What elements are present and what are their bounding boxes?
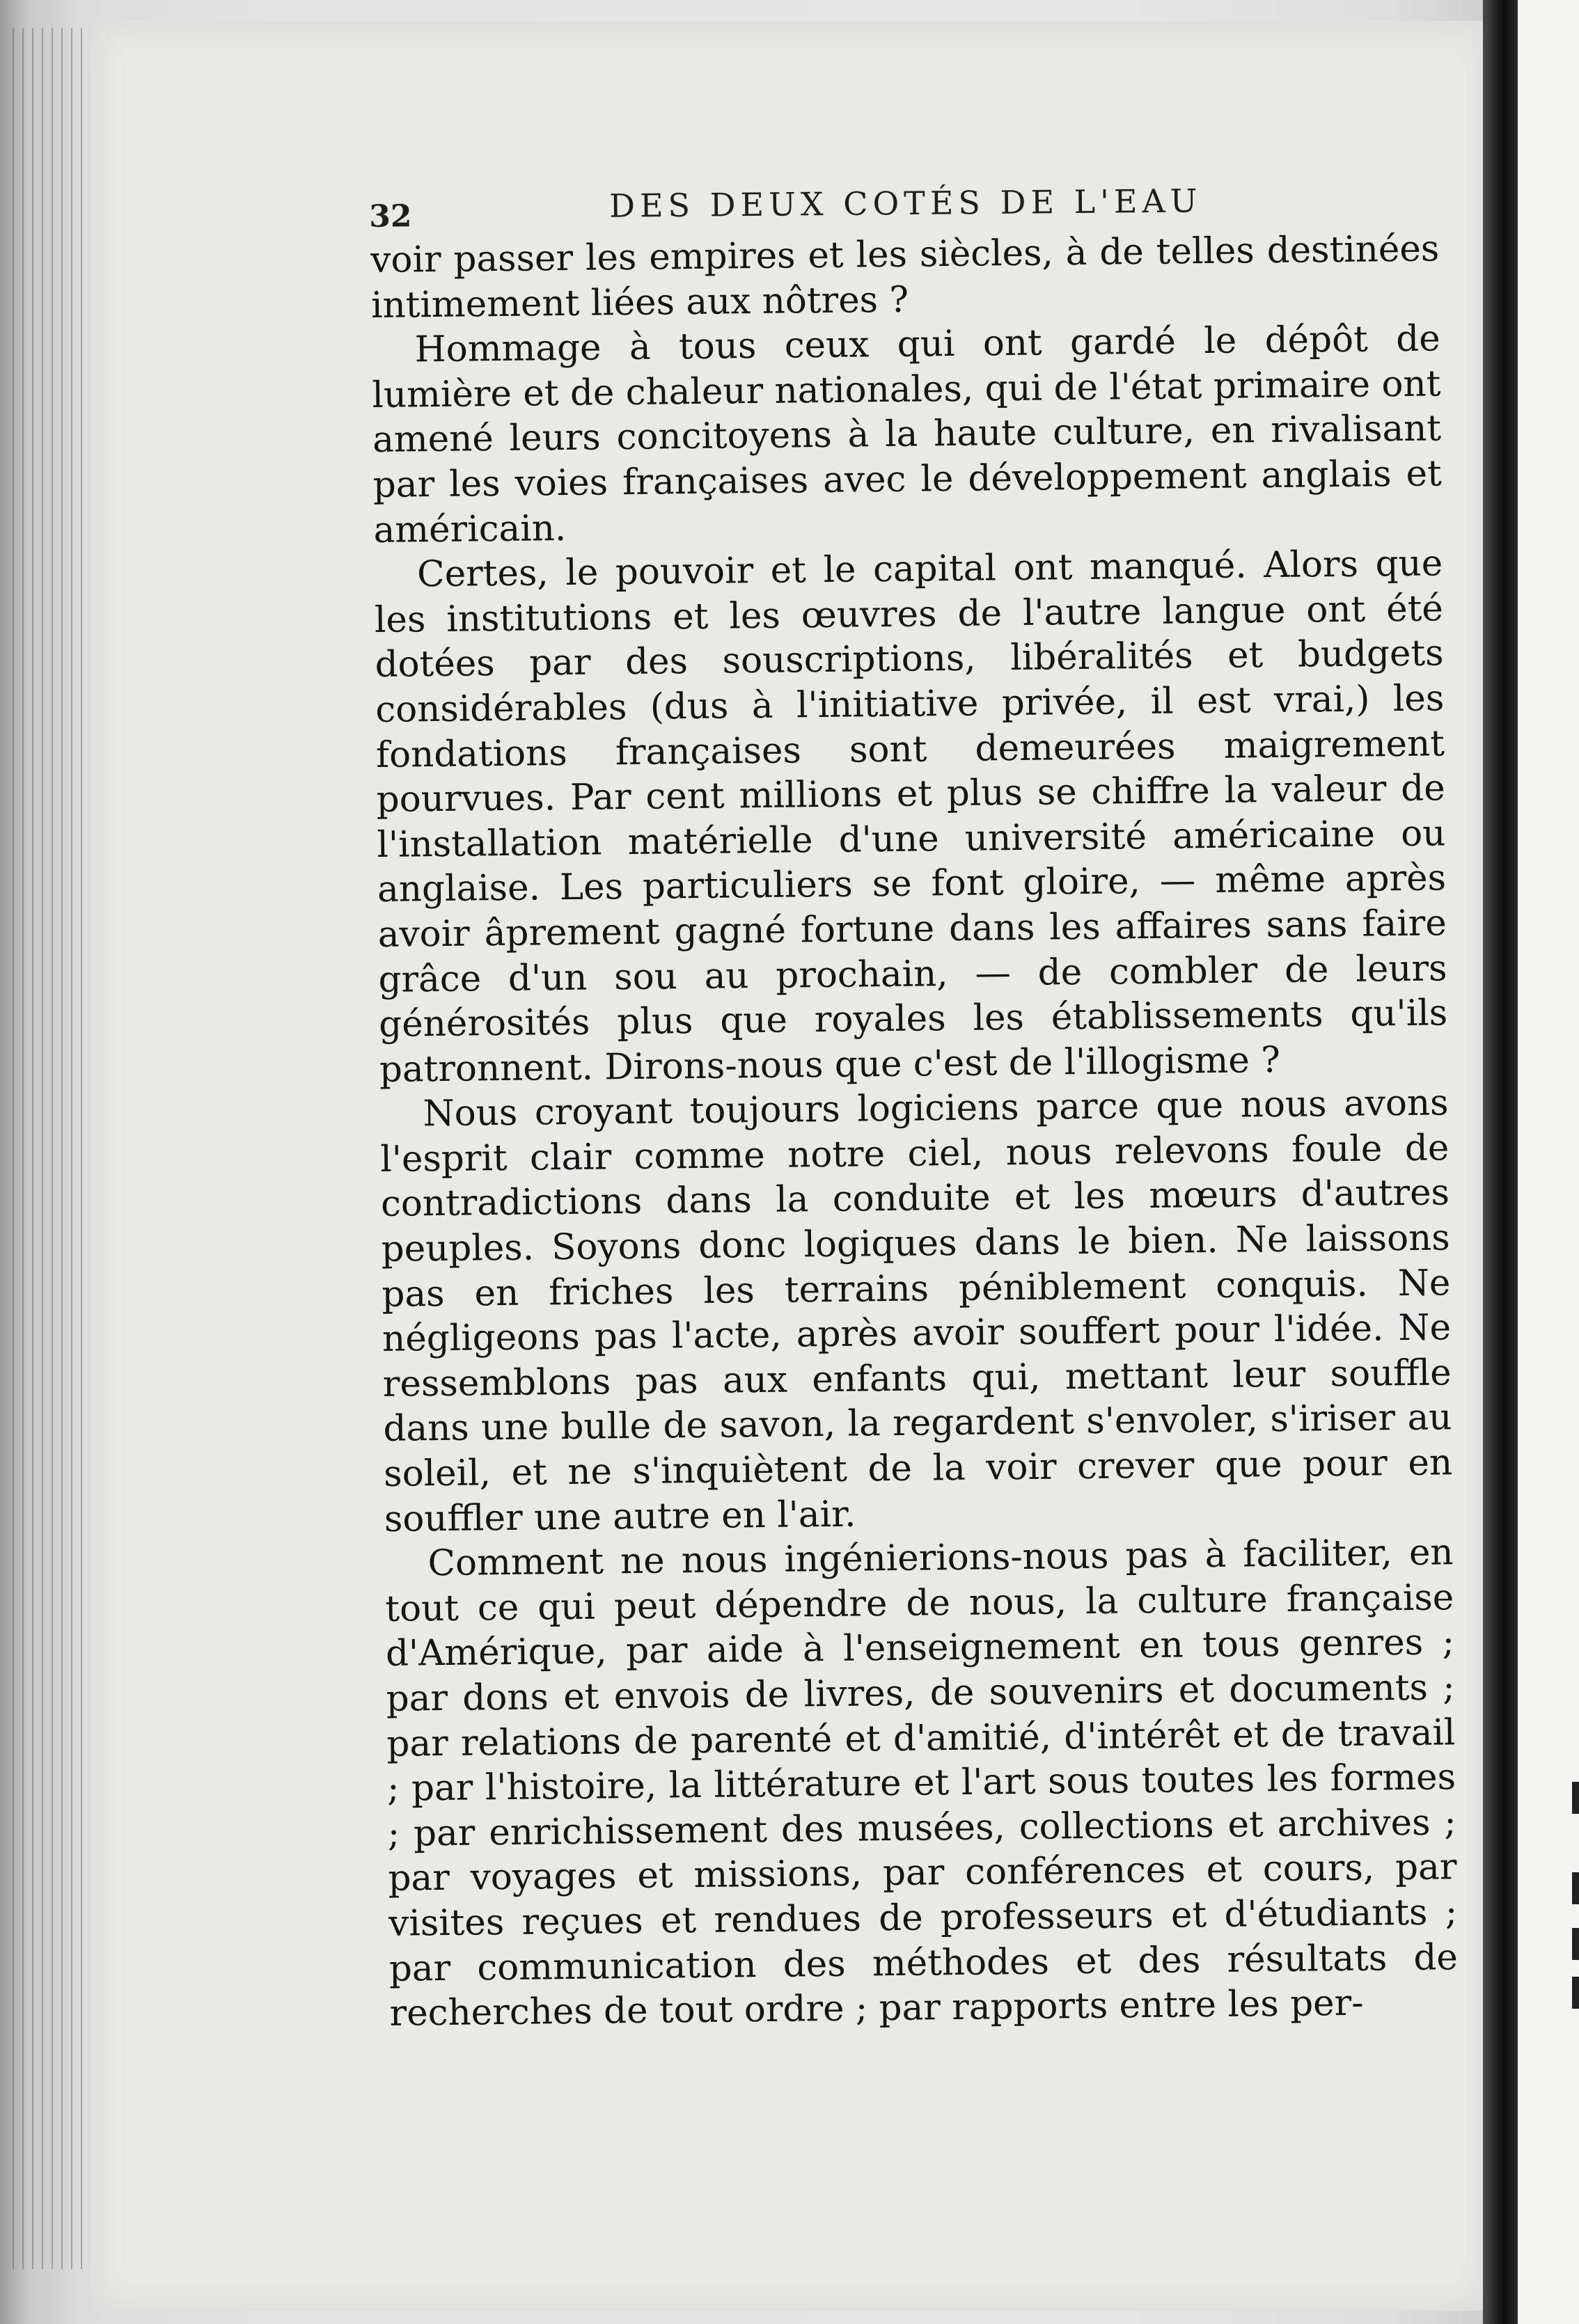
facing-page-mark [1572,1928,1579,1960]
page-number: 32 [368,198,412,235]
paragraph: Hommage à tous ceux qui ont gardé le dépôt de lumière et de chaleur nationales, qui de l'état primaire ont amené leurs concitoyens à la haute culture, en rivalisant par les voies françaises avec le développement anglais et américain. [372,317,1443,551]
paragraph: Comment ne nous ingénierions-nous pas à faciliter, en tout ce qui peut dépendre de nous, la culture française d'Amérique, par aide à l'enseignement en tous genres ; par dons et envois de livres, de souvenirs et documents ; par relations de parenté et d'amitié, d'intérêt et de travail ; par l'histoire, la littérature et l'art sous toutes les formes ; par enrichissement des musées, collections et archives ; par voyages et missions, par conférences et cours, par visites reçues et rendues de professeurs et d'étudiants ; par communication des méthodes et des résultats de recherches de tout ordre ; par rapports entre les per- [384,1531,1459,2035]
facing-page-mark [1572,1782,1579,1814]
paragraph: voir passer les empires et les siècles, à de telles destinées intimement liées aux nôtres ? [370,228,1440,326]
body-text [370,226,1459,2036]
stacked-page-edges [13,28,89,2269]
facing-page-strip [1518,0,1579,2324]
running-title: DES DEUX COTÉS DE L'EAU [608,182,1202,225]
paragraph: Certes, le pouvoir et le capital ont manqué. Alors que les institutions et les œuvres de l'autre langue ont été dotées par des souscriptions, libéralités et budgets considérables (dus à l'initiative privée, il est vrai,) les fondations françaises sont demeurées maigrement pourvues. Par cent millions et plus se chiffre la valeur de l'installation matérielle d'une université américaine ou anglaise. Les particuliers se font gloire, — même après avoir âprement gagné fortune dans les affaires sans faire grâce d'un sou au prochain, — de combler de leurs générosités plus que royales les établissements qu'ils patronnent. Dirons-nous que c'est de l'illogisme ? [374,542,1448,1091]
facing-page-mark [1572,1977,1579,2009]
facing-page-mark [1572,1872,1579,1904]
page-header [368,166,1456,235]
paragraph: Nous croyant toujours logiciens parce que nous avons l'esprit clair comme notre ciel, nous relevons foule de contradictions dans la conduite et les mœurs d'autres peuples. Soyons donc logiques dans le bien. Ne laissons pas en friches les terrains péniblement conquis. Ne négligeons pas l'acte, après avoir souffert pour l'idée. Ne ressemblons pas aux enfants qui, mettant leur souffle dans une bulle de savon, la regardent s'envoler, s'iriser au soleil, et ne s'inquiètent de la voir crever que pour en souffler une autre en l'air. [380,1082,1453,1540]
binding-gutter [1483,0,1518,2324]
